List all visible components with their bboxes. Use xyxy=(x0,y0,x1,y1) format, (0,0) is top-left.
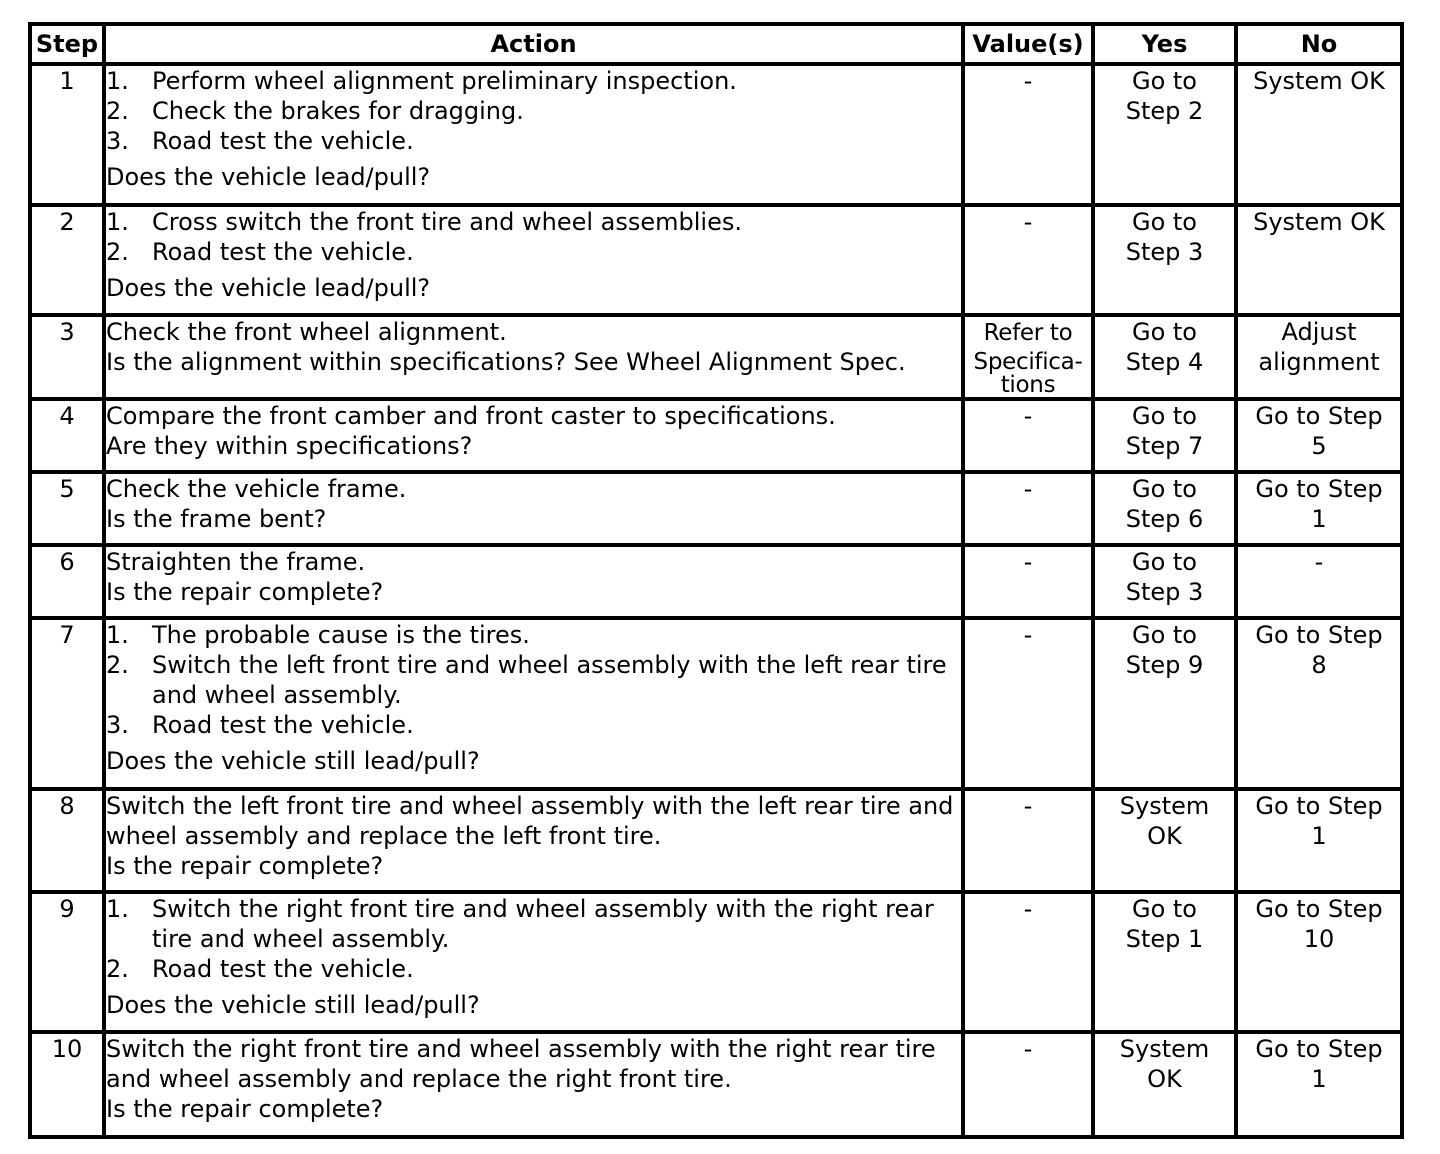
value-cell: - xyxy=(963,399,1093,472)
substep: 1. Cross switch the front tire and wheel assemblies. xyxy=(106,208,742,236)
action-cell xyxy=(104,399,963,472)
no-cell: Go to Step 1 xyxy=(1236,789,1402,892)
action-line: Is the repair complete? xyxy=(106,1095,384,1123)
action-line: Are they within specifications? xyxy=(106,432,473,460)
table-row xyxy=(30,472,1402,545)
step-number: 7 xyxy=(30,618,104,789)
action-line: Is the frame bent? xyxy=(106,505,327,533)
no-cell: Go to Step 8 xyxy=(1236,618,1402,789)
substep: 2. Road test the vehicle. xyxy=(106,238,414,266)
step-number: 3 xyxy=(30,315,104,399)
header-yes: Yes xyxy=(1093,24,1236,64)
table-row xyxy=(30,64,1402,205)
step-number: 4 xyxy=(30,399,104,472)
value-cell: Refer to Specifica- tions xyxy=(963,315,1093,399)
table-row xyxy=(30,399,1402,472)
question: Does the vehicle still lead/pull? xyxy=(106,991,480,1019)
value-cell: - xyxy=(963,789,1093,892)
substep: 1. The probable cause is the tires. xyxy=(106,621,530,649)
step-number: 9 xyxy=(30,892,104,1032)
action-line: Check the vehicle frame. xyxy=(106,475,407,503)
step-number: 5 xyxy=(30,472,104,545)
no-cell: Go to Step 1 xyxy=(1236,1032,1402,1137)
table-row xyxy=(30,1032,1402,1137)
value-cell: - xyxy=(963,64,1093,205)
table-row xyxy=(30,789,1402,892)
header-action: Action xyxy=(104,24,963,64)
substep: 1. Perform wheel alignment preliminary inspection. xyxy=(106,67,737,95)
action-line: Straighten the frame. xyxy=(106,548,366,576)
value-cell: - xyxy=(963,205,1093,315)
no-cell: Go to Step 5 xyxy=(1236,399,1402,472)
no-cell: Adjust alignment xyxy=(1236,315,1402,399)
yes-cell: System OK xyxy=(1093,789,1236,892)
action-cell xyxy=(104,892,963,1032)
header-row xyxy=(30,24,1402,64)
action-line: Is the alignment within specifications? See Wheel Alignment Spec. xyxy=(106,348,906,376)
value-cell: - xyxy=(963,545,1093,618)
yes-cell: Go to Step 4 xyxy=(1093,315,1236,399)
substep: 3. Road test the vehicle. xyxy=(106,127,414,155)
value-cell: - xyxy=(963,892,1093,1032)
no-cell: Go to Step 1 xyxy=(1236,472,1402,545)
yes-cell: Go to Step 6 xyxy=(1093,472,1236,545)
no-cell: - xyxy=(1236,545,1402,618)
action-cell xyxy=(104,789,963,892)
yes-cell: Go to Step 3 xyxy=(1093,545,1236,618)
yes-cell: System OK xyxy=(1093,1032,1236,1137)
yes-cell: Go to Step 1 xyxy=(1093,892,1236,1032)
action-line: Compare the front camber and front caster to specifications. xyxy=(106,402,836,430)
action-cell xyxy=(104,315,963,399)
action-cell xyxy=(104,205,963,315)
yes-cell: Go to Step 2 xyxy=(1093,64,1236,205)
question: Does the vehicle still lead/pull? xyxy=(106,747,480,775)
action-cell xyxy=(104,64,963,205)
header-no: No xyxy=(1236,24,1402,64)
action-cell xyxy=(104,545,963,618)
action-line: Check the front wheel alignment. xyxy=(106,318,507,346)
value-cell: - xyxy=(963,472,1093,545)
action-line: Switch the right front tire and wheel assembly with the right rear tire and wheel assembly and replace the right front tire. xyxy=(106,1035,936,1093)
header-values: Value(s) xyxy=(963,24,1093,64)
header-step: Step xyxy=(30,24,104,64)
action-cell xyxy=(104,1032,963,1137)
question: Does the vehicle lead/pull? xyxy=(106,274,431,302)
yes-cell: Go to Step 7 xyxy=(1093,399,1236,472)
table-row xyxy=(30,892,1402,1032)
no-cell: System OK xyxy=(1236,64,1402,205)
substep: 2. Switch the left front tire and wheel assembly with the left rear tire and wheel assembly. xyxy=(106,651,947,709)
value-cell: - xyxy=(963,618,1093,789)
action-line: Is the repair complete? xyxy=(106,578,384,606)
step-number: 1 xyxy=(30,64,104,205)
yes-cell: Go to Step 3 xyxy=(1093,205,1236,315)
action-cell xyxy=(104,472,963,545)
table-row xyxy=(30,545,1402,618)
question: Does the vehicle lead/pull? xyxy=(106,163,431,191)
no-cell: System OK xyxy=(1236,205,1402,315)
value-cell: - xyxy=(963,1032,1093,1137)
substep: 3. Road test the vehicle. xyxy=(106,711,414,739)
step-number: 8 xyxy=(30,789,104,892)
table-row xyxy=(30,205,1402,315)
table-row xyxy=(30,315,1402,399)
step-number: 10 xyxy=(30,1032,104,1137)
step-number: 6 xyxy=(30,545,104,618)
substep: 2. Check the brakes for dragging. xyxy=(106,97,524,125)
table-row xyxy=(30,618,1402,789)
substep: 1. Switch the right front tire and wheel assembly with the right rear tire and wheel assembly. xyxy=(106,895,934,953)
diagnostic-table xyxy=(28,22,1404,1139)
step-number: 2 xyxy=(30,205,104,315)
no-cell: Go to Step 10 xyxy=(1236,892,1402,1032)
action-line: Is the repair complete? xyxy=(106,852,384,880)
action-cell xyxy=(104,618,963,789)
substep: 2. Road test the vehicle. xyxy=(106,955,414,983)
action-line: Switch the left front tire and wheel assembly with the left rear tire and wheel assembly and replace the left front tire. xyxy=(106,792,954,850)
yes-cell: Go to Step 9 xyxy=(1093,618,1236,789)
